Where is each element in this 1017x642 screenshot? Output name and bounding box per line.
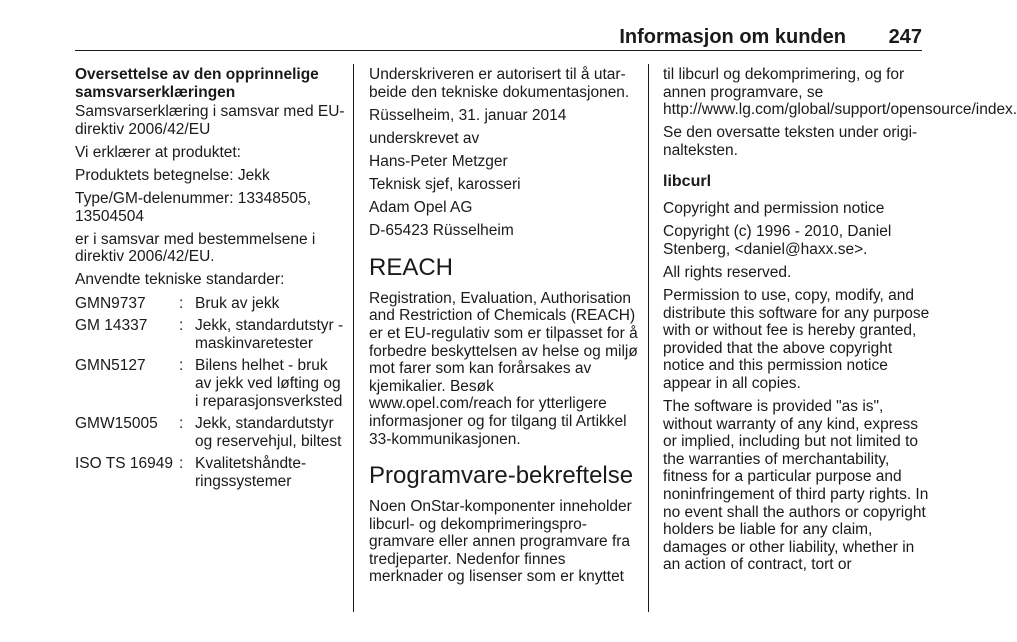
paragraph: All rights reserved. [663,263,792,281]
declaration-heading: Oversettelse av den opprinnelige samsvarserklæringen [75,66,319,101]
column-divider-2 [648,64,649,612]
standards-table [75,295,345,496]
software-heading: Programvare-bekreftelse [369,462,634,490]
paragraph: Type/GM-delenummer: 13348505, 13504504 [75,190,312,225]
standard-colon: : [179,455,184,473]
paragraph: til libcurl og dekomprimering, og for annen programvare, se http://www.lg.com/global/support/opensource/index. [663,66,1017,119]
paragraph: D-65423 Rüsselheim [369,222,514,240]
standard-description: Kvalitetshåndteringssystemer [195,455,307,490]
standard-description: Jekk, standardutstyr - maskinvaretester [195,317,344,352]
paragraph: underskrevet av [369,129,480,147]
page-number: 247 [888,26,922,48]
table-row [75,317,345,357]
standard-code: GM 14337 [75,317,148,335]
standard-description: Bilens helhet - bruk av jekk ved løfting og i reparasjonsverksted [195,357,343,410]
column-2 [369,66,639,592]
paragraph: Se den oversatte teksten under originalteksten. [663,124,918,159]
standard-description: Bruk av jekk [195,294,280,312]
paragraph: Adam Opel AG [369,199,473,217]
standard-code: ISO TS 16949 [75,455,173,473]
paragraph: Copyright (c) 1996 - 2010, Daniel Stenberg, <daniel@haxx.se>. [663,223,892,258]
column-3 [663,66,1017,579]
libcurl-heading: libcurl [663,173,712,191]
table-row [75,357,345,415]
standard-colon: : [179,415,184,433]
table-row [75,455,345,495]
standard-code: GMW15005 [75,415,158,433]
table-row [75,295,345,318]
standard-colon: : [179,317,184,335]
header-divider [75,50,922,51]
standard-code: GMN5127 [75,357,146,375]
paragraph: The software is provided "as is", without warranty of any kind, express or implied, including but not limited to the warranties of merchantability, fitness for a particular purpose and noninfringement of third party rights. In no event shall the authors or copyright holders be liable for any claim, damages or other liability, whether in an action of contract, tort or [663,398,929,574]
paragraph: Produktets betegnelse: Jekk [75,166,270,184]
reach-paragraph: Registration, Evaluation, Authorisation and Restriction of Chemicals (REACH) er et EU-regulativ som er tilpasset for å forbedre beskyttelsen av helse og miljø mot farer som kan forårsakes av kjemikalier. Besøk www.opel.com/reach for ytterligere informasjoner og for tilgang til Artikkel 33-kommunikasjonen. [369,289,638,448]
standard-code: GMN9737 [75,294,146,312]
reach-heading: REACH [369,253,454,281]
paragraph: er i samsvar med bestemmelsene i direktiv 2006/42/EU. [75,230,316,266]
paragraph: Underskriveren er autorisert til å utarbeide den tekniske dokumentasjonen. [369,66,630,101]
standard-colon: : [179,294,184,312]
page-title: Informasjon om kunden [619,26,846,48]
page-header [0,24,960,52]
standard-description: Jekk, standardutstyr og reservehjul, biltest [195,415,342,450]
column-1 [75,66,351,495]
paragraph: Samsvarserklæring i samsvar med EU-direktiv 2006/42/EU [75,103,345,138]
software-paragraph: Noen OnStar-komponenter inneholder libcurl- og dekomprimeringsprogramvare eller annen programvare fra tredjeparter. Nedenfor finnes merknader og lisenser som er knyttet [369,498,632,586]
paragraph: Permission to use, copy, modify, and distribute this software for any purpose with or without fee is hereby granted, provided that the above copyright notice and this permission notice appear in all copies. [663,286,930,392]
paragraph: Anvendte tekniske standarder: [75,271,285,289]
paragraph: Rüsselheim, 31. januar 2014 [369,106,567,124]
standard-colon: : [179,357,184,375]
paragraph: Vi erklærer at produktet: [75,143,241,161]
paragraph: Copyright and permission notice [663,200,885,218]
column-divider-1 [353,64,354,612]
table-row [75,415,345,455]
paragraph: Hans-Peter Metzger [369,152,508,170]
paragraph: Teknisk sjef, karosseri [369,175,521,193]
